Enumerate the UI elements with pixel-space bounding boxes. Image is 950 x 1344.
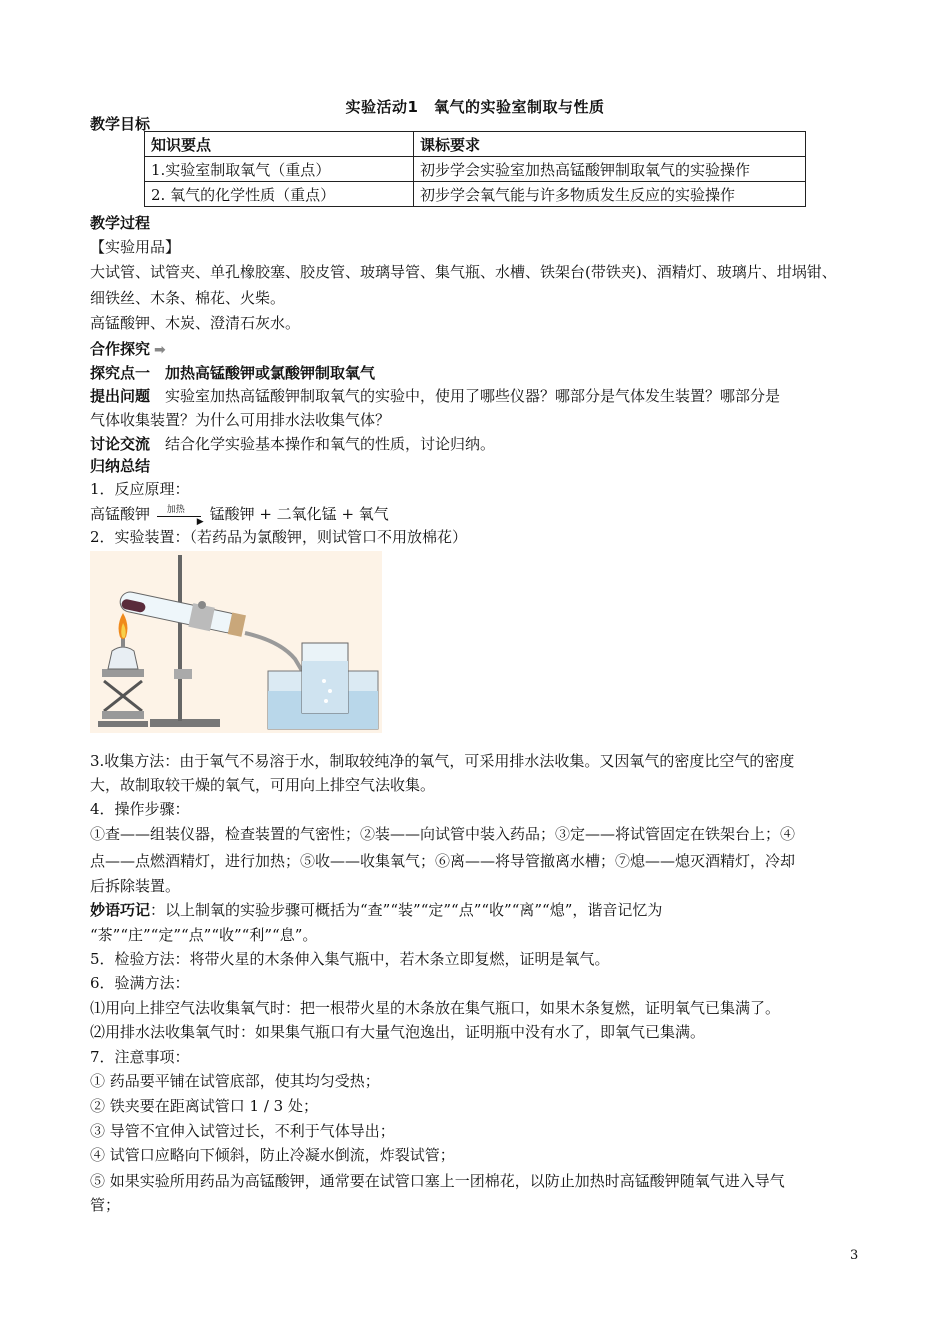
note-item: 管； — [90, 1196, 121, 1214]
question-label: 提出问题 — [90, 387, 151, 405]
table-cell: 初步学会氧气能与许多物质发生反应的实验操作 — [414, 182, 806, 207]
summary-item: ⑵用排水法收集氧气时：如果集气瓶口有大量气泡逸出，证明瓶中没有水了，即氧气已集满。 — [90, 1023, 706, 1041]
materials-line: 细铁丝、木条、棉花、火柴。 — [90, 289, 286, 307]
page-number: 3 — [850, 1248, 859, 1263]
discuss-label: 讨论交流 — [90, 435, 151, 453]
summary-item: 大，故制取较干燥的氧气，可用向上排空气法收集。 — [90, 776, 436, 794]
summary-item: ①查——组装仪器，检查装置的气密性；②装——向试管中装入药品；③定——将试管固定在铁架台上；④ — [90, 825, 796, 843]
materials-heading: 【实验用品】 — [90, 238, 181, 256]
summary-item: 3.收集方法：由于氧气不易溶于水，制取较纯净的氧气，可采用排水法收集。又因氧气的密度比空气的密度 — [90, 752, 795, 770]
arrow-right-icon: ➡ — [154, 342, 166, 358]
tip-line: “茶”“庄”“定”“点”“收”“利”“息”。 — [90, 926, 318, 944]
reaction-arrow-icon: 加热 ▶ — [155, 508, 205, 522]
summary-item: 1．反应原理： — [90, 480, 190, 498]
question-text: 实验室加热高锰酸钾制取氧气的实验中，使用了哪些仪器？哪部分是气体发生装置？哪部分是 — [150, 387, 781, 405]
note-item: ③ 导管不宜伸入试管过长，不利于气体导出； — [90, 1122, 395, 1140]
note-item: ⑤ 如果实验所用药品为高锰酸钾，通常要在试管口塞上一团棉花，以防止加热时高锰酸钾随氧气进入导气 — [90, 1172, 785, 1190]
table-cell: 1.实验室制取氧气（重点） — [145, 157, 414, 182]
goals-heading: 教学目标 — [90, 115, 151, 133]
table-header-row — [145, 132, 806, 157]
reaction-equation — [90, 503, 870, 525]
summary-item: ⑴用向上排空气法收集氧气时：把一根带火星的木条放在集气瓶口，如果木条复燃，证明氧气已集满了。 — [90, 999, 781, 1017]
equation-products: 锰酸钾 + 二氧化锰 + 氧气 — [209, 505, 389, 523]
summary-item: 后拆除装置。 — [90, 877, 181, 895]
discuss-text: 结合化学实验基本操作和氧气的性质，讨论归纳。 — [150, 435, 496, 453]
apparatus-illustration — [90, 551, 382, 733]
materials-line: 高锰酸钾、木炭、澄清石灰水。 — [90, 314, 301, 332]
question-line — [90, 385, 870, 407]
table-row — [145, 182, 806, 207]
summary-heading: 归纳总结 — [90, 457, 151, 475]
tip-label: 妙语巧记 — [90, 901, 151, 919]
process-heading: 教学过程 — [90, 214, 151, 232]
table-row — [145, 157, 806, 182]
coop-heading — [90, 338, 166, 359]
oxygen-apparatus-diagram — [90, 551, 382, 733]
table-header-cell: 知识要点 — [145, 132, 414, 157]
summary-item: 7．注意事项： — [90, 1048, 190, 1066]
summary-item: 4．操作步骤： — [90, 800, 190, 818]
tip-line — [90, 899, 870, 921]
point1-heading: 探究点一 加热高锰酸钾或氯酸钾制取氧气 — [90, 364, 376, 382]
summary-item: 点——点燃酒精灯，进行加热；⑤收——收集氧气；⑥离——将导管撤离水槽；⑦熄——熄灭酒精灯，冷却 — [90, 852, 796, 870]
materials-line: 大试管、试管夹、单孔橡胶塞、胶皮管、玻璃导管、集气瓶、水槽、铁架台(带铁夹)、酒精灯、玻璃片、坩埚钳、 — [90, 263, 837, 281]
question-line: 气体收集装置？为什么可用排水法收集气体？ — [90, 411, 391, 429]
table-header-cell: 课标要求 — [414, 132, 806, 157]
table-cell: 2. 氧气的化学性质（重点） — [145, 182, 414, 207]
tip-text: ：以上制氧的实验步骤可概括为“查”“装”“定”“点”“收”“离”“熄”，谐音记忆为 — [150, 901, 663, 919]
note-item: ① 药品要平铺在试管底部，使其均匀受热； — [90, 1072, 380, 1090]
coop-heading-text: 合作探究 — [90, 340, 151, 358]
summary-item: 5．检验方法：将带火星的木条伸入集气瓶中，若木条立即复燃，证明是氧气。 — [90, 950, 610, 968]
goals-table — [144, 131, 806, 207]
equation-reactant: 高锰酸钾 — [90, 505, 151, 523]
summary-item: 6．验满方法： — [90, 974, 190, 992]
page-title: 实验活动1 氧气的实验室制取与性质 — [345, 98, 605, 116]
note-item: ④ 试管口应略向下倾斜，防止冷凝水倒流，炸裂试管； — [90, 1146, 455, 1164]
discuss-line — [90, 433, 870, 455]
equation-condition: 加热 — [166, 505, 185, 515]
summary-item: 2．实验装置：（若药品为氯酸钾，则试管口不用放棉花） — [90, 528, 468, 546]
table-cell: 初步学会实验室加热高锰酸钾制取氧气的实验操作 — [414, 157, 806, 182]
note-item: ② 铁夹要在距离试管口 1 / 3 处； — [90, 1097, 318, 1115]
